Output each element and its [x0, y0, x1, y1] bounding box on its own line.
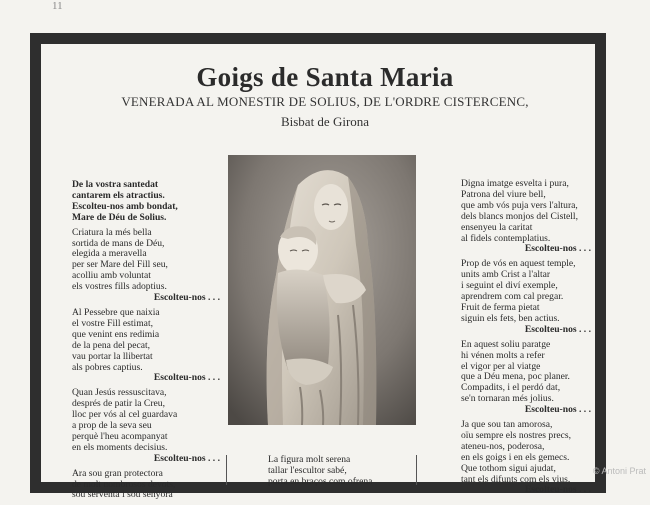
- verse-line: acolliu amb voluntat: [72, 270, 151, 282]
- verse-line: que a Déu mena, poc planer.: [461, 371, 570, 383]
- verse-line: els vostres fills adoptius.: [72, 281, 167, 293]
- verse-line: sou serventa i sou senyora: [72, 489, 173, 501]
- column-divider: [416, 455, 417, 485]
- stanza: [461, 340, 593, 416]
- verse-line: se'n tornaran més jolius.: [461, 393, 554, 405]
- verse-line: cantarem els atractius.: [72, 189, 165, 201]
- verse-line: elegida a meravella: [72, 248, 147, 260]
- left-verses-column: [72, 180, 222, 505]
- verse-line: siguin els fets, ben actius.: [461, 312, 560, 324]
- verse-line: Prop de vós en aquest temple,: [461, 258, 576, 270]
- verse-line: lloc per vós al cel guardava: [72, 409, 178, 421]
- column-divider: [226, 455, 227, 485]
- corner-mark: 11: [52, 0, 63, 12]
- refrain: Escolteu-nos . . .: [524, 404, 591, 416]
- diocese-line: Bisbat de Girona: [280, 114, 370, 129]
- verse-line: oïu sempre els nostres precs,: [461, 429, 572, 441]
- verse-line: de molt nombrosos devots,: [72, 478, 176, 490]
- verse-line: vau portar la llibertat: [72, 350, 153, 362]
- stanza: [461, 179, 593, 255]
- stanza: [72, 308, 222, 384]
- verse-line: als pobres captius.: [72, 361, 143, 373]
- verse-line: el vigor per al viatge: [461, 360, 541, 372]
- refrain: Escolteu-nos . . .: [524, 323, 591, 335]
- intro-stanza: [72, 180, 222, 224]
- verse-line: de la pena del pecat,: [72, 339, 151, 351]
- stanza: [72, 228, 222, 304]
- stanza: [72, 469, 222, 502]
- verse-line: aprendrem com cal pregar.: [461, 291, 564, 303]
- verse-line: units amb Crist a l'altar: [461, 269, 551, 281]
- verse-line: sortida de mans de Déu,: [72, 237, 165, 249]
- verse-line: Quan Jesús ressuscitava,: [72, 387, 167, 399]
- center-verses-column: [268, 455, 416, 488]
- verse-line: dels blancs monjos del Cistell,: [461, 210, 578, 222]
- verse-line: La figura molt serena: [268, 454, 351, 465]
- page-title: Goigs de Santa Maria: [196, 62, 454, 92]
- verse-line: en els moments decisius.: [72, 441, 168, 453]
- verse-line: perquè l'heu acompanyat: [72, 430, 168, 442]
- verse-line: tallar l'escultor sabé,: [268, 464, 347, 476]
- verse-line: el vostre Fill estimat,: [72, 317, 154, 329]
- virgin-and-child-statue-photo: [228, 155, 416, 425]
- verse-line: tant els difunts com els vius.: [461, 473, 571, 485]
- refrain: Escolteu-nos . . .: [153, 372, 220, 384]
- stanza: [461, 420, 593, 496]
- verse-line: Escolteu-nos amb bondat,: [72, 200, 178, 212]
- verse-line: En aquest soliu paratge: [461, 338, 551, 350]
- copyright-watermark: © Antoni Prat: [592, 466, 646, 476]
- verse-line: Criatura la més bella: [72, 226, 152, 238]
- verse-line: ateneu-nos, poderosa,: [461, 440, 545, 452]
- verse-line: ensenyeu la caritat: [461, 221, 533, 233]
- verse-line: Que tothom sigui ajudat,: [461, 462, 556, 474]
- verse-line: al fidels contemplatius.: [461, 232, 551, 244]
- right-verses-column: [461, 179, 593, 500]
- verse-line: i seguint el diví exemple,: [461, 280, 558, 292]
- page-subtitle: VENERADA AL MONESTIR DE SOLIUS, DE L'ORDRE CISTERCENC,: [121, 94, 529, 109]
- verse-line: per ser Mare del Fill seu,: [72, 259, 168, 271]
- verse-line: porta en braços com ofrena: [268, 475, 373, 487]
- verse-line: Ja que sou tan amorosa,: [461, 419, 553, 431]
- verse-line: hi vénen molts a refer: [461, 349, 545, 361]
- stanza: [461, 259, 593, 335]
- verse-line: que venint ens redimia: [72, 328, 160, 340]
- verse-line: Mare de Déu de Solius.: [72, 211, 167, 223]
- verse-line: que amb vós puja vers l'altura,: [461, 199, 578, 211]
- refrain: Escolteu-nos . . .: [153, 292, 220, 304]
- verse-line: després de patir la Creu,: [72, 398, 165, 410]
- stanza: [72, 388, 222, 464]
- verse-line: Al Pessebre que naixia: [72, 306, 160, 318]
- verse-line: Compadits, i el perdó dat,: [461, 382, 561, 394]
- refrain: Escolteu-nos . . .: [524, 243, 591, 255]
- refrain: Escolteu-nos . . .: [524, 484, 591, 496]
- verse-line: en els goigs i en els gemecs.: [461, 451, 570, 463]
- verse-line: Ara sou gran protectora: [72, 467, 163, 479]
- verse-line: Digna imatge esvelta i pura,: [461, 178, 569, 189]
- verse-line: De la vostra santedat: [72, 179, 159, 190]
- verse-line: a prop de la seva seu: [72, 420, 152, 432]
- verse-line: Patrona del viure bell,: [461, 188, 546, 200]
- refrain: Escolteu-nos . . .: [153, 452, 220, 464]
- verse-line: Fruit de ferma pietat: [461, 301, 540, 313]
